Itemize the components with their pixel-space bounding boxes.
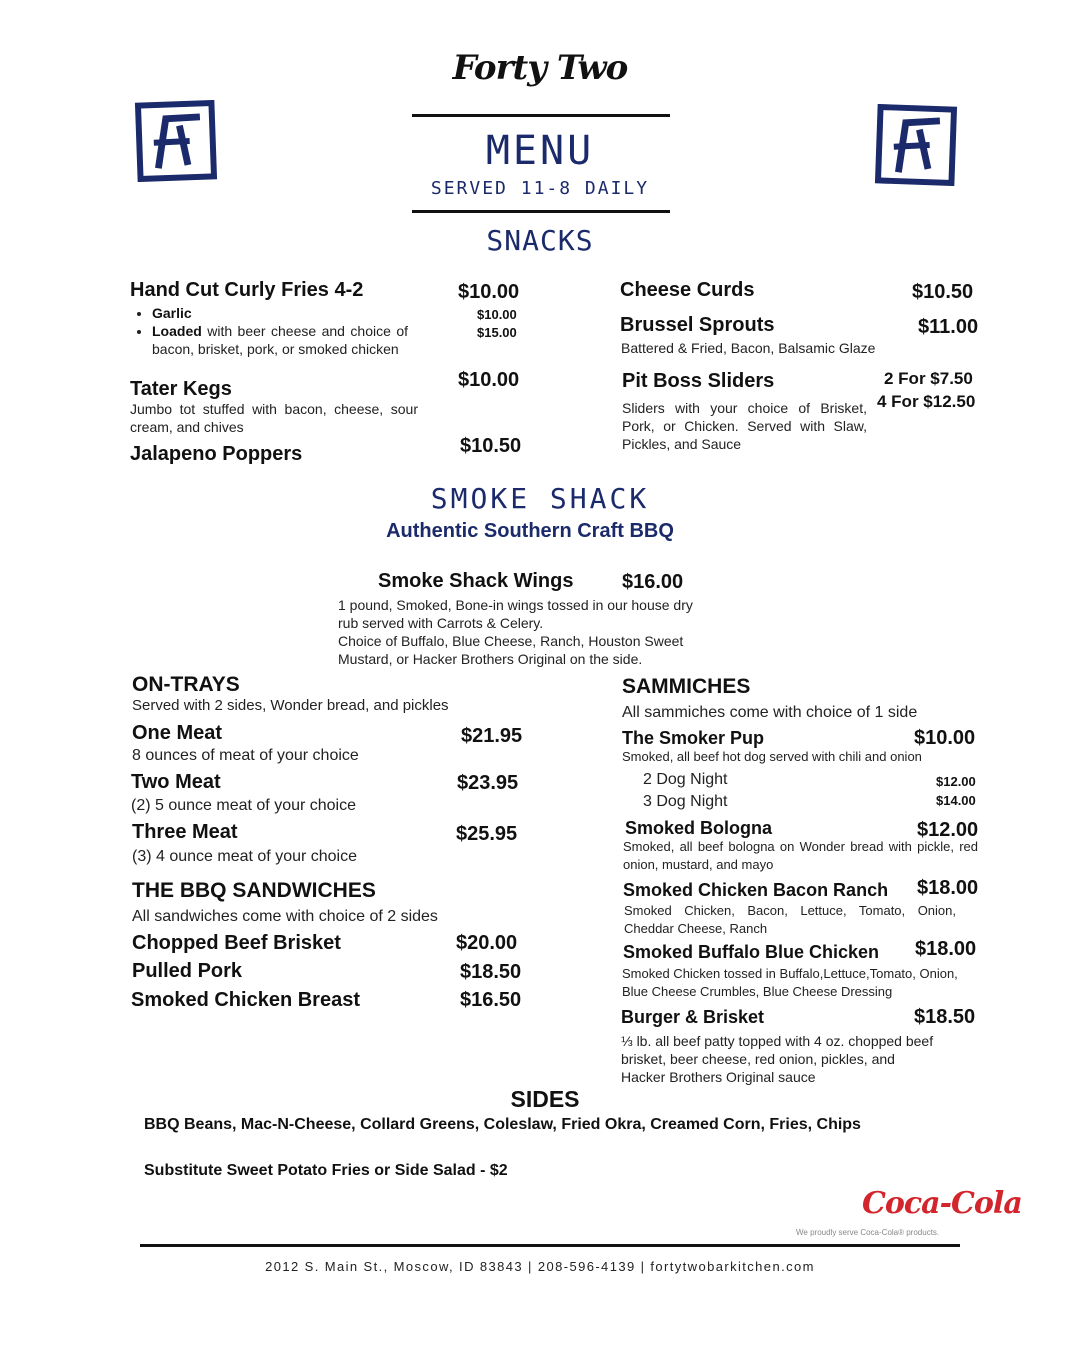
bologna-price: $12.00 <box>917 819 979 841</box>
smoker-pup-price: $10.00 <box>914 727 976 749</box>
smoker-pup-desc: Smoked, all beef hot dog served with chili and onion <box>622 749 922 764</box>
tater-kegs-price: $10.00 <box>458 369 520 391</box>
snacks-heading: SNACKS <box>486 224 594 257</box>
tray-item-price: $21.95 <box>461 725 523 747</box>
bbq-sandwiches-heading: THE BBQ SANDWICHES <box>132 879 376 902</box>
bbq-sandwiches-note: All sandwiches come with choice of 2 sides <box>132 908 438 925</box>
sandwich-price: $18.50 <box>460 961 522 983</box>
tray-item-price: $25.95 <box>456 823 518 845</box>
sandwich-name: Chopped Beef Brisket <box>132 932 341 954</box>
buffalo-name: Smoked Buffalo Blue Chicken <box>623 942 880 962</box>
curly-fries-option-loaded: • Loaded with beer cheese and choice of bacon, brisket, pork, or smoked chicken <box>152 322 408 358</box>
brussel-name: Brussel Sprouts <box>620 314 775 336</box>
smoker-pup-option-price: $12.00 <box>936 774 976 789</box>
sides-list: BBQ Beans, Mac-N-Cheese, Collard Greens, Coleslaw, Fried Okra, Creamed Corn, Fries, Chips <box>144 1116 861 1133</box>
sandwich-price: $16.50 <box>460 989 522 1011</box>
on-trays-heading: ON-TRAYS <box>132 673 240 696</box>
cheese-curds-price: $10.50 <box>912 281 974 303</box>
footer-contact: 2012 S. Main St., Moscow, ID 83843 | 208-596-4139 | fortytwobarkitchen.com <box>265 1259 815 1274</box>
curly-fries-option-garlic: • Garlic <box>152 304 408 322</box>
tray-item-desc: (2) 5 ounce meat of your choice <box>131 797 357 814</box>
coca-cola-logo: Coca-Cola <box>862 1186 1022 1221</box>
wings-desc: 1 pound, Smoked, Bone-in wings tossed in our house dry rub served with Carrots & Celery. Choice of Buffalo, Blue Cheese, Ranch, Houston Sweet Mustard, or Hacker Brothers Original on the side. <box>338 597 693 667</box>
sliders-desc: Sliders with your choice of Brisket, Pork, or Chicken. Served with Slaw, Pickles, and Sauce <box>622 400 867 452</box>
menu-title: MENU <box>485 128 595 174</box>
menu-hours: SERVED 11-8 DAILY <box>430 178 650 199</box>
bologna-name: Smoked Bologna <box>625 818 773 838</box>
cheese-curds-name: Cheese Curds <box>620 279 755 301</box>
smoker-pup-name: The Smoker Pup <box>622 728 765 748</box>
wings-name: Smoke Shack Wings <box>378 570 574 592</box>
tater-kegs-desc: Jumbo tot stuffed with bacon, cheese, sour cream, and chives <box>130 401 418 435</box>
jalapeno-name: Jalapeno Poppers <box>130 443 303 465</box>
chicken-ranch-desc: Smoked Chicken, Bacon, Lettuce, Tomato, Onion, Cheddar Cheese, Ranch <box>624 903 956 936</box>
curly-fries-name: Hand Cut Curly Fries 4-2 <box>130 279 364 301</box>
burger-name: Burger & Brisket <box>621 1007 765 1027</box>
smoker-pup-option: 3 Dog Night <box>643 793 728 810</box>
sandwich-price: $20.00 <box>456 932 518 954</box>
smoker-pup-option: 2 Dog Night <box>643 771 728 788</box>
buffalo-desc: Smoked Chicken tossed in Buffalo,Lettuce,Tomato, Onion, Blue Cheese Crumbles, Blue Cheese Dressing <box>622 966 958 999</box>
tray-item-desc: 8 ounces of meat of your choice <box>132 747 359 764</box>
burger-price: $18.50 <box>914 1006 976 1028</box>
brussel-price: $11.00 <box>918 316 979 338</box>
brand-logo-icon <box>872 104 960 186</box>
footer-divider <box>140 1244 960 1247</box>
burger-desc: ⅓ lb. all beef patty topped with 4 oz. chopped beef brisket, beer cheese, red onion, pickles, and Hacker Brothers Original sauce <box>621 1033 934 1085</box>
brand-wordmark: Forty Two <box>452 48 628 88</box>
tray-item-name: One Meat <box>132 722 223 744</box>
tater-kegs-name: Tater Kegs <box>130 378 232 400</box>
smoke-shack-heading: SMOKE SHACK <box>430 482 650 515</box>
coca-cola-tagline: We proudly serve Coca-Cola® products. <box>796 1228 940 1237</box>
buffalo-price: $18.00 <box>915 938 977 960</box>
tray-item-price: $23.95 <box>457 772 519 794</box>
brussel-desc: Battered & Fried, Bacon, Balsamic Glaze <box>621 340 876 356</box>
tray-item-desc: (3) 4 ounce meat of your choice <box>132 848 358 865</box>
jalapeno-price: $10.50 <box>460 435 522 457</box>
curly-fries-loaded-price: $15.00 <box>477 325 517 340</box>
sliders-price-4: 4 For $12.50 <box>877 392 976 411</box>
curly-fries-garlic-price: $10.00 <box>477 307 517 322</box>
wings-price: $16.00 <box>622 571 684 593</box>
header-divider-top <box>412 114 670 117</box>
chicken-ranch-price: $18.00 <box>917 877 979 899</box>
sammiches-note: All sammiches come with choice of 1 side <box>622 704 918 721</box>
sides-heading: SIDES <box>510 1086 580 1112</box>
sammiches-heading: SAMMICHES <box>622 675 751 698</box>
tray-item-name: Two Meat <box>131 771 221 793</box>
sliders-name: Pit Boss Sliders <box>622 370 775 392</box>
sandwich-name: Pulled Pork <box>132 960 243 982</box>
header-divider-bottom <box>412 210 670 213</box>
bologna-desc: Smoked, all beef bologna on Wonder bread with pickle, red onion, mustard, and mayo <box>623 839 978 872</box>
brand-logo-icon <box>132 100 220 182</box>
smoker-pup-option-price: $14.00 <box>936 793 976 808</box>
smoke-shack-subtitle: Authentic Southern Craft BBQ <box>386 520 674 542</box>
on-trays-note: Served with 2 sides, Wonder bread, and pickles <box>132 697 449 714</box>
curly-fries-options <box>130 304 408 358</box>
tray-item-name: Three Meat <box>132 821 238 843</box>
sides-substitute: Substitute Sweet Potato Fries or Side Salad - $2 <box>144 1162 508 1179</box>
sandwich-name: Smoked Chicken Breast <box>131 989 360 1011</box>
curly-fries-price: $10.00 <box>458 281 520 303</box>
sliders-price-2: 2 For $7.50 <box>884 369 973 388</box>
chicken-ranch-name: Smoked Chicken Bacon Ranch <box>623 880 889 900</box>
